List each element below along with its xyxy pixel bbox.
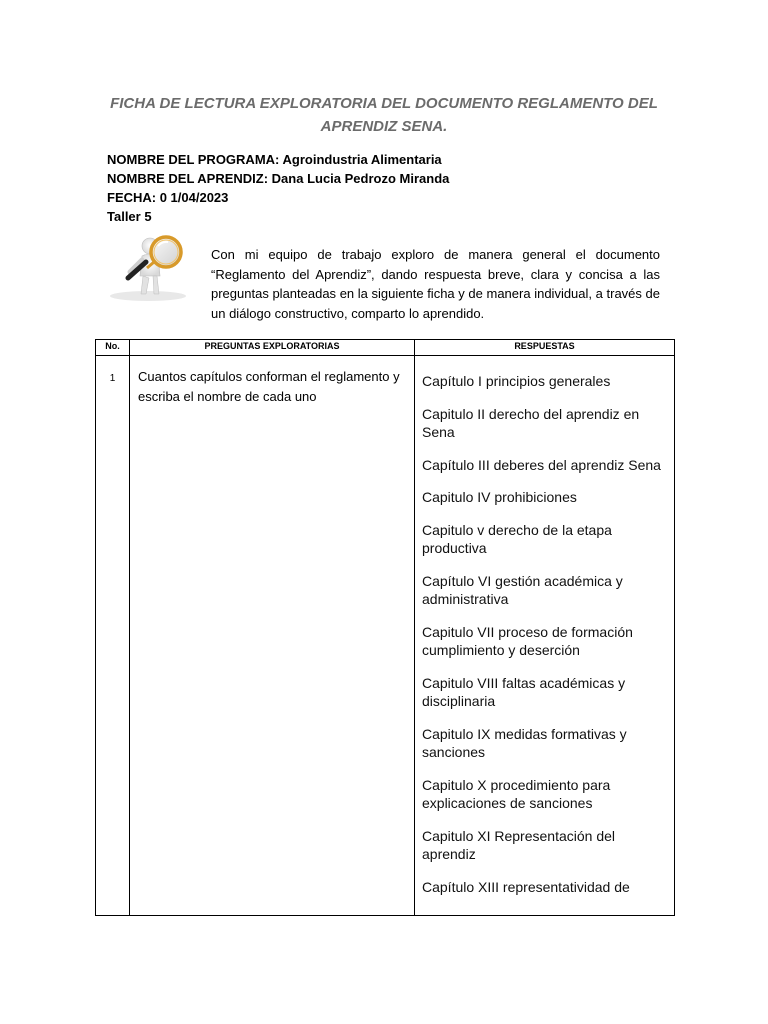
list-item: Capitulo XI Representación del aprendiz [422,827,616,862]
list-item: Capitulo IV prohibiciones [422,489,577,505]
apprentice-name: NOMBRE DEL APRENDIZ: Dana Lucia Pedrozo Miranda [107,171,450,186]
list-item: Capitulo v derecho de la etapa productiva [422,521,612,556]
header-answers: RESPUESTAS [415,340,675,356]
list-item: Capitulo II derecho del aprendiz en Sena [422,405,640,440]
date: FECHA: 0 1/04/2023 [107,190,229,205]
list-item: Capitulo IX medidas formativas y sanciones [422,725,627,760]
table-row [96,356,675,916]
row-answers [415,356,675,916]
program-name: NOMBRE DEL PROGRAMA: Agroindustria Alimentaria [107,152,442,167]
answers-list [422,372,662,910]
list-item: Capítulo XIII representatividad de [422,878,630,895]
list-item: Capitulo X procedimiento para explicaciones de sanciones [422,776,611,811]
list-item: Capitulo VII proceso de formación cumplimiento y deserción [422,623,633,658]
list-item: Capítulo III deberes del aprendiz Sena [422,456,661,473]
list-item: Capitulo VIII faltas académicas y disciplinaria [422,674,626,709]
header-questions: PREGUNTAS EXPLORATORIAS [130,340,415,356]
magnifier-figure-icon [106,232,198,302]
header-number: No. [96,340,130,356]
workshop-label: Taller 5 [107,209,152,224]
document-meta [107,150,449,226]
questions-table [95,339,675,916]
document-title: FICHA DE LECTURA EXPLORATORIA DEL DOCUMENTO REGLAMENTO DEL APRENDIZ SENA. [110,95,658,135]
row-number: 1 [96,356,130,916]
row-question: Cuantos capítulos conforman el reglamento y escriba el nombre de cada uno [130,356,415,916]
table-header-row [96,340,675,356]
list-item: Capítulo VI gestión académica y administrativa [422,572,623,607]
intro-paragraph: Con mi equipo de trabajo exploro de manera general el documento “Reglamento del Aprendiz”, dando respuesta breve, clara y concisa a las preguntas planteadas en la siguiente ficha y de manera individual, a través de un diálogo constructivo, comparto lo aprendido. [211,247,660,321]
list-item: Capítulo I principios generales [422,373,611,389]
